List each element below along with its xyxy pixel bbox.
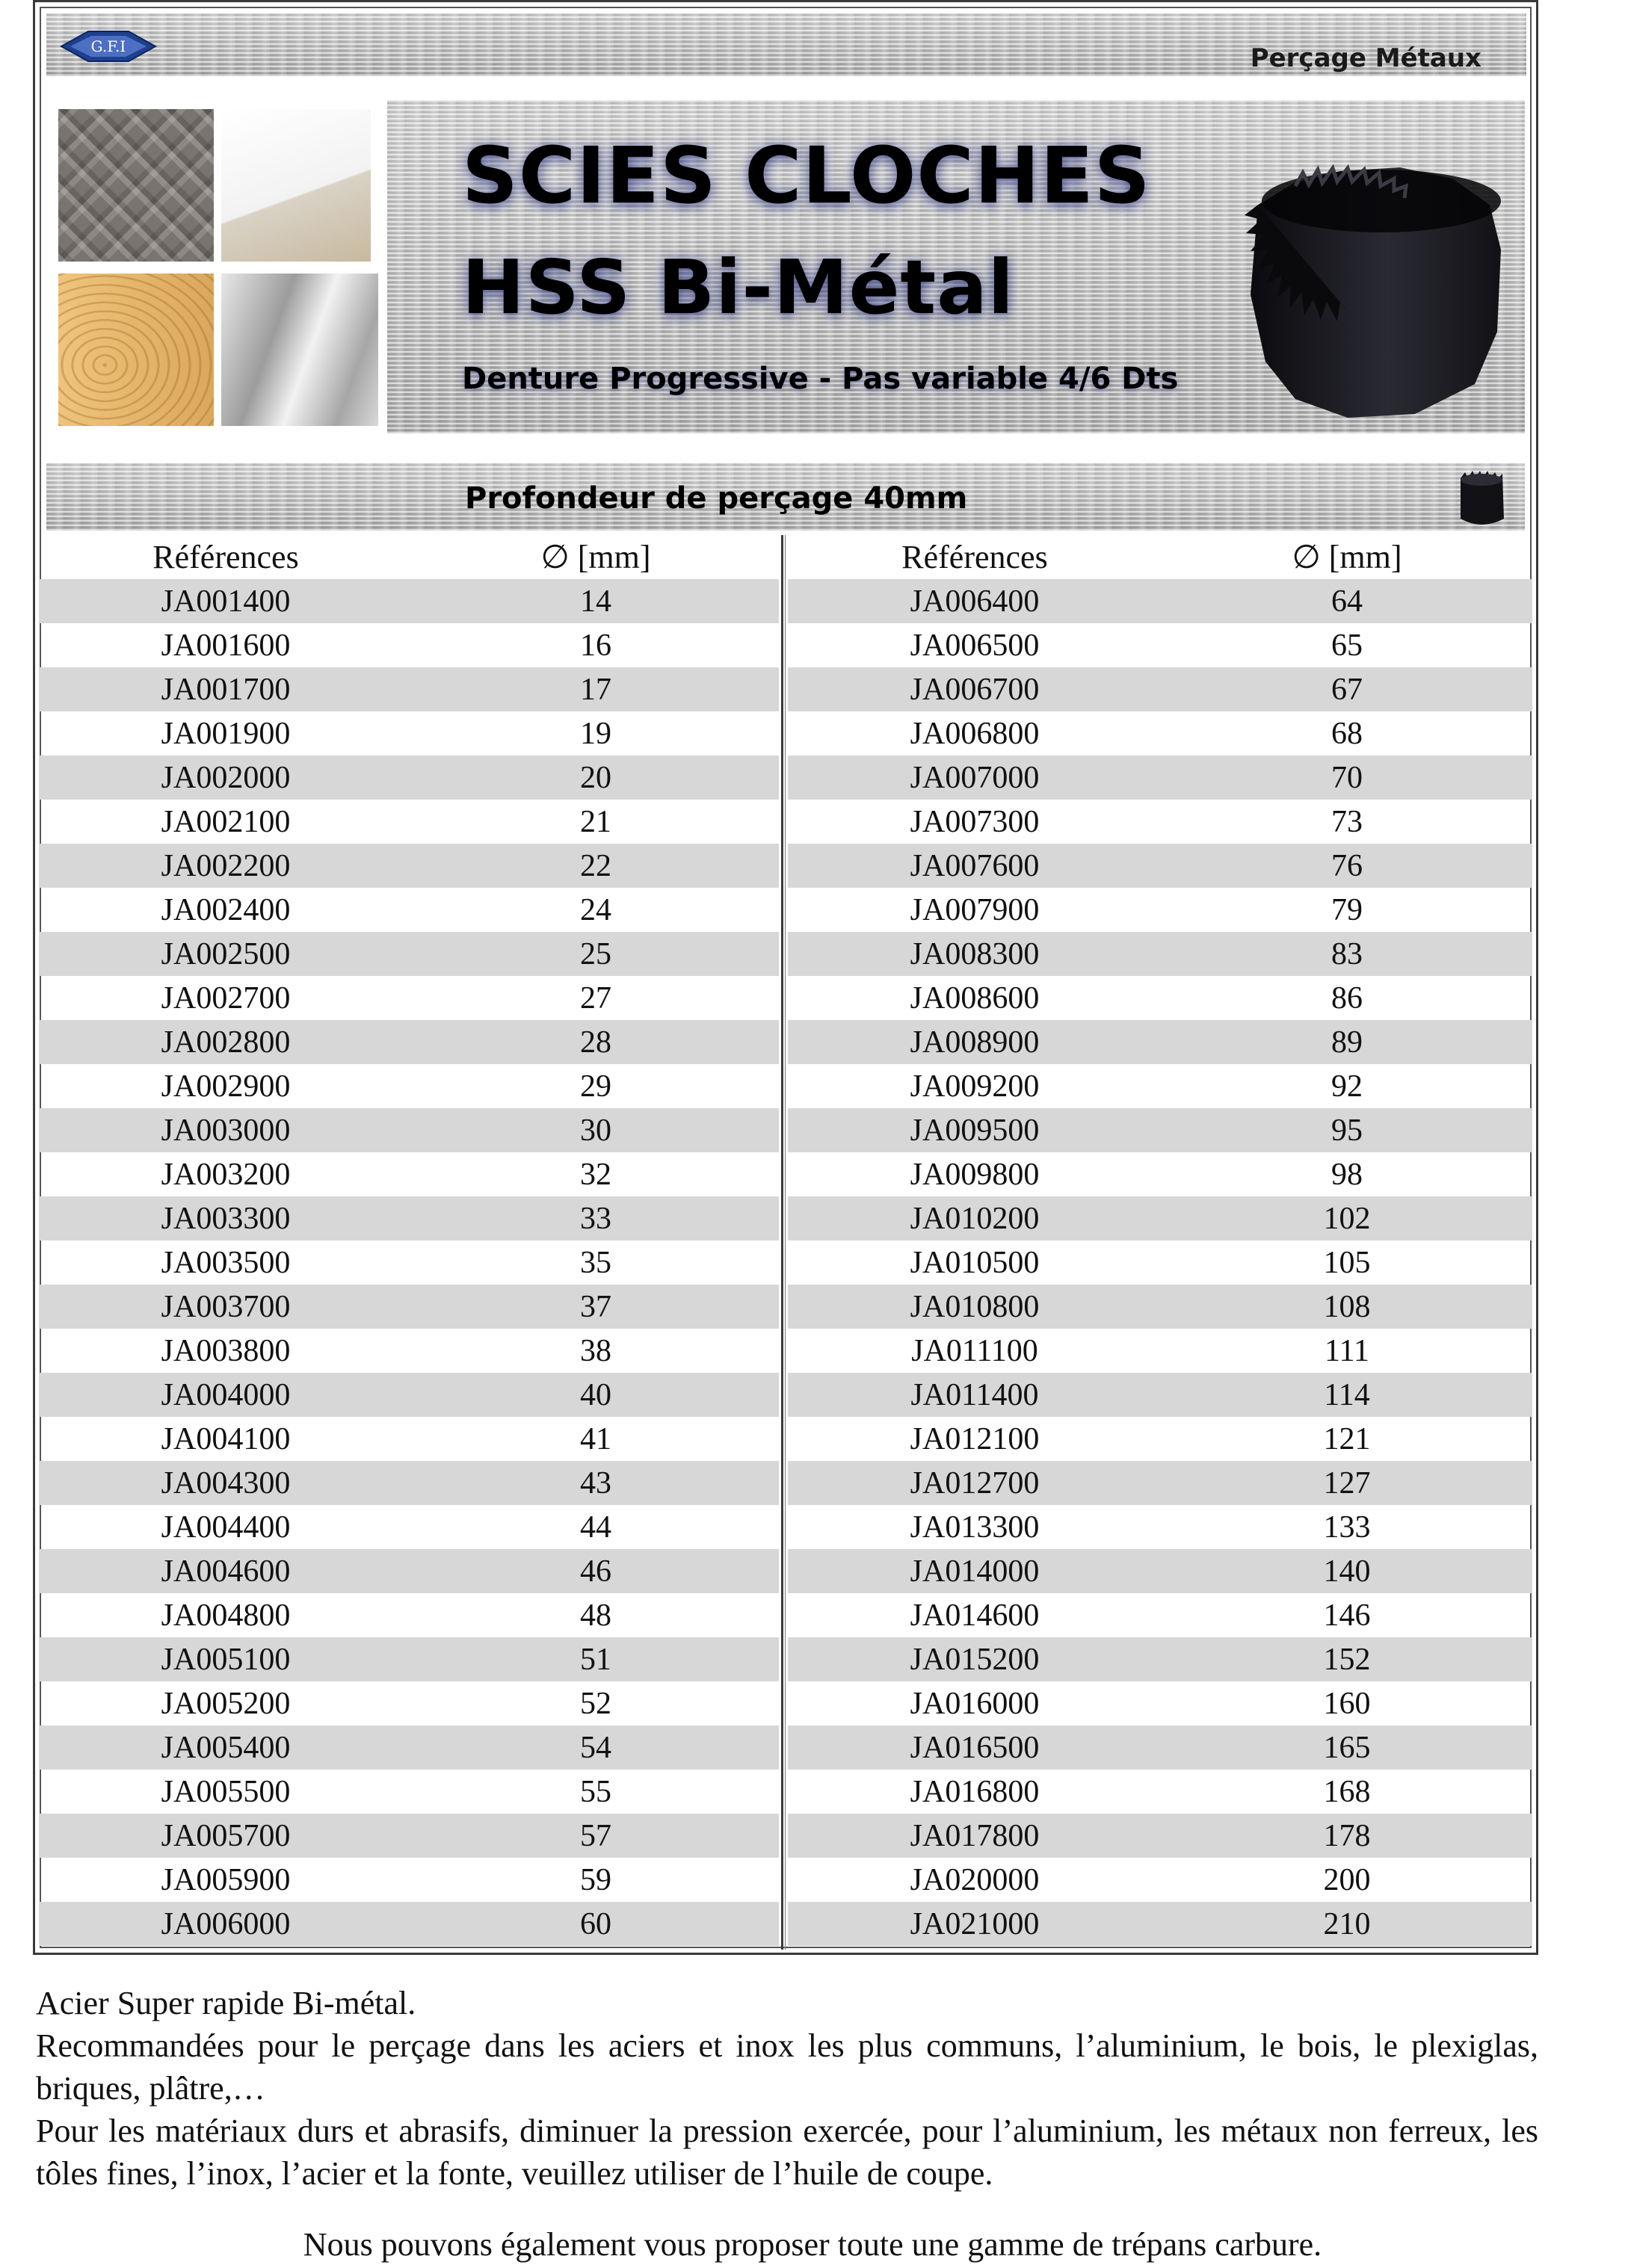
table-row (788, 976, 1532, 1020)
table-row (39, 1858, 779, 1902)
reference-cell: JA016500 (910, 1730, 1040, 1765)
table-row (788, 1196, 1532, 1240)
reference-cell: JA004000 (161, 1377, 291, 1412)
diameter-cell: 30 (580, 1113, 611, 1148)
diameter-cell: 60 (580, 1906, 611, 1941)
gfi-logo-icon (60, 28, 157, 64)
table-row (39, 976, 779, 1020)
table-row (788, 711, 1532, 756)
table-row (39, 667, 779, 711)
banner-subtitle: Denture Progressive - Pas variable 4/6 Dts (462, 362, 1179, 396)
diameter-cell: 79 (1331, 892, 1363, 927)
header-references: Références (901, 539, 1048, 575)
reference-cell: JA003800 (161, 1333, 291, 1368)
diameter-cell: 105 (1323, 1245, 1371, 1280)
reference-cell: JA009500 (910, 1113, 1040, 1148)
material-diamond-plate-image (58, 109, 214, 262)
diameter-cell: 108 (1323, 1289, 1371, 1324)
diameter-cell: 86 (1331, 980, 1363, 1016)
diameter-cell: 102 (1323, 1201, 1371, 1236)
reference-cell: JA003700 (161, 1289, 291, 1324)
diameter-cell: 54 (580, 1730, 611, 1765)
table-row (39, 844, 779, 888)
diameter-cell: 20 (580, 760, 611, 795)
reference-cell: JA010200 (910, 1201, 1040, 1236)
material-composite-panel-image (221, 109, 371, 262)
table-row (788, 1593, 1532, 1637)
diameter-cell: 76 (1331, 848, 1363, 883)
diameter-cell: 64 (1331, 584, 1363, 619)
reference-cell: JA006000 (161, 1906, 291, 1941)
reference-cell: JA010500 (910, 1245, 1040, 1280)
diameter-cell: 127 (1323, 1465, 1371, 1501)
diameter-cell: 52 (580, 1686, 611, 1721)
reference-cell: JA002800 (161, 1025, 291, 1060)
diameter-cell: 17 (580, 672, 611, 707)
table-row (39, 1814, 779, 1858)
diameter-cell: 27 (580, 980, 611, 1016)
diameter-cell: 152 (1323, 1642, 1371, 1677)
table-row (788, 1020, 1532, 1064)
header-references: Références (152, 539, 299, 575)
table-row (788, 1461, 1532, 1505)
table-row (39, 1152, 779, 1196)
table-row (39, 1681, 779, 1725)
table-row (39, 756, 779, 800)
diameter-cell: 25 (580, 936, 611, 971)
title-banner (387, 100, 1525, 433)
diameter-cell: 55 (580, 1774, 611, 1809)
reference-cell: JA016800 (910, 1774, 1040, 1809)
diameter-cell: 37 (580, 1289, 611, 1324)
table-row (788, 623, 1532, 667)
diameter-cell: 43 (580, 1465, 611, 1501)
drilling-depth-label: Profondeur de perçage 40mm (465, 481, 968, 516)
diameter-cell: 28 (580, 1025, 611, 1060)
table-row (39, 1417, 779, 1461)
diameter-cell: 95 (1331, 1113, 1363, 1148)
table-row (39, 1637, 779, 1681)
reference-cell: JA006500 (910, 628, 1040, 663)
table-row (39, 932, 779, 976)
reference-cell: JA001700 (161, 672, 291, 707)
diameter-cell: 67 (1331, 672, 1363, 707)
reference-cell: JA020000 (910, 1862, 1040, 1897)
table-row (788, 844, 1532, 888)
closing-note: Nous pouvons également vous proposer toute une gamme de trépans carbure. (303, 2226, 1322, 2263)
diameter-cell: 70 (1331, 760, 1363, 795)
diameter-cell: 73 (1331, 804, 1363, 839)
title-line-2: HSS Bi-Métal (462, 244, 1014, 331)
diameter-cell: 32 (580, 1157, 611, 1192)
table-row (39, 579, 779, 623)
reference-cell: JA008900 (910, 1025, 1040, 1060)
diameter-cell: 44 (580, 1510, 611, 1545)
reference-cell: JA007000 (910, 760, 1040, 795)
diameter-cell: 51 (580, 1642, 611, 1677)
table-row (788, 1152, 1532, 1196)
reference-cell: JA005700 (161, 1818, 291, 1853)
table-row (788, 1108, 1532, 1152)
column-divider-inner (785, 535, 786, 1950)
reference-cell: JA013300 (910, 1510, 1040, 1545)
column-divider (781, 535, 783, 1950)
diameter-cell: 46 (580, 1554, 611, 1589)
table-row (39, 711, 779, 756)
reference-cell: JA006700 (910, 672, 1040, 707)
reference-cell: JA003000 (161, 1113, 291, 1148)
table-row (788, 1064, 1532, 1108)
diameter-cell: 33 (580, 1201, 611, 1236)
reference-cell: JA002200 (161, 848, 291, 883)
diameter-cell: 19 (580, 716, 611, 751)
diameter-cell: 165 (1323, 1730, 1371, 1765)
category-label: Perçage Métaux (1250, 43, 1481, 73)
table-column-left (39, 535, 779, 1950)
table-row (39, 623, 779, 667)
reference-cell: JA001900 (161, 716, 291, 751)
table-row (788, 1240, 1532, 1285)
small-hole-saw-icon (1455, 466, 1508, 528)
reference-cell: JA006400 (910, 584, 1040, 619)
table-row (39, 1373, 779, 1417)
reference-cell: JA016000 (910, 1686, 1040, 1721)
reference-cell: JA005100 (161, 1642, 291, 1677)
table-row (788, 1505, 1532, 1549)
table-row (39, 1505, 779, 1549)
table-row (39, 1593, 779, 1637)
table-row (788, 1637, 1532, 1681)
reference-cell: JA011100 (911, 1333, 1038, 1368)
diameter-cell: 200 (1323, 1862, 1371, 1897)
diameter-cell: 40 (580, 1377, 611, 1412)
reference-cell: JA008600 (910, 980, 1040, 1016)
table-header (788, 535, 1532, 579)
reference-cell: JA009800 (910, 1157, 1040, 1192)
table-row (788, 1681, 1532, 1725)
diameter-cell: 59 (580, 1862, 611, 1897)
reference-cell: JA001400 (161, 584, 291, 619)
diameter-cell: 68 (1331, 716, 1363, 751)
reference-cell: JA017800 (910, 1818, 1040, 1853)
table-row (39, 1902, 779, 1946)
table-row (788, 888, 1532, 932)
reference-cell: JA007600 (910, 848, 1040, 883)
table-row (788, 1549, 1532, 1593)
reference-cell: JA002100 (161, 804, 291, 839)
reference-cell: JA014000 (910, 1554, 1040, 1589)
reference-cell: JA003500 (161, 1245, 291, 1280)
top-bar (46, 13, 1526, 76)
table-row (788, 579, 1532, 623)
reference-cell: JA005200 (161, 1686, 291, 1721)
diameter-cell: 21 (580, 804, 611, 839)
table-row (39, 1329, 779, 1373)
reference-cell: JA002400 (161, 892, 291, 927)
reference-cell: JA005900 (161, 1862, 291, 1897)
table-row (788, 932, 1532, 976)
reference-cell: JA008300 (910, 936, 1040, 971)
reference-cell: JA001600 (161, 628, 291, 663)
reference-cell: JA004300 (161, 1465, 291, 1501)
reference-cell: JA021000 (910, 1906, 1040, 1941)
reference-cell: JA005500 (161, 1774, 291, 1809)
diameter-cell: 178 (1323, 1818, 1371, 1853)
diameter-cell: 121 (1323, 1421, 1371, 1456)
diameter-cell: 16 (580, 628, 611, 663)
reference-cell: JA003300 (161, 1201, 291, 1236)
diameter-cell: 111 (1325, 1333, 1369, 1368)
diameter-cell: 24 (580, 892, 611, 927)
table-row (788, 1373, 1532, 1417)
diameter-cell: 92 (1331, 1069, 1363, 1104)
diameter-cell: 22 (580, 848, 611, 883)
table-row (39, 1285, 779, 1329)
diameter-cell: 14 (580, 584, 611, 619)
material-wood-image (58, 274, 214, 426)
table-row (788, 1725, 1532, 1770)
diameter-cell: 168 (1323, 1774, 1371, 1809)
product-description (36, 1982, 1538, 2195)
diameter-cell: 48 (580, 1598, 611, 1633)
reference-cell: JA015200 (910, 1642, 1040, 1677)
reference-cell: JA011400 (910, 1377, 1039, 1412)
description-line: Acier Super rapide Bi-métal. (36, 1985, 416, 2021)
description-line: Recommandées pour le perçage dans les aciers et inox les plus communs, l’aluminium, le bois, le plexiglas, briques, plâtre,… (36, 2027, 1538, 2107)
diameter-cell: 146 (1323, 1598, 1371, 1633)
depth-bar (46, 463, 1525, 531)
table-header (39, 535, 779, 579)
header-diameter: ∅ [mm] (540, 539, 651, 575)
reference-cell: JA002000 (161, 760, 291, 795)
diameter-cell: 29 (580, 1069, 611, 1104)
diameter-cell: 41 (580, 1421, 611, 1456)
table-row (39, 1549, 779, 1593)
table-row (39, 1770, 779, 1814)
table-row (788, 1417, 1532, 1461)
reference-cell: JA003200 (161, 1157, 291, 1192)
table-row (788, 1902, 1532, 1946)
reference-cell: JA010800 (910, 1289, 1040, 1324)
table-row (788, 1285, 1532, 1329)
reference-cell: JA002500 (161, 936, 291, 971)
table-row (39, 1064, 779, 1108)
diameter-cell: 89 (1331, 1025, 1363, 1060)
table-row (788, 800, 1532, 844)
reference-cell: JA002900 (161, 1069, 291, 1104)
reference-cell: JA002700 (161, 980, 291, 1016)
reference-cell: JA007900 (910, 892, 1040, 927)
table-row (39, 888, 779, 932)
reference-cell: JA005400 (161, 1730, 291, 1765)
table-row (39, 1240, 779, 1285)
reference-cell: JA004400 (161, 1510, 291, 1545)
diameter-cell: 98 (1331, 1157, 1363, 1192)
title-line-1: SCIES CLOCHES (462, 130, 1151, 221)
table-row (39, 1725, 779, 1770)
reference-table (39, 535, 1532, 1950)
reference-cell: JA004100 (161, 1421, 291, 1456)
table-row (788, 667, 1532, 711)
table-column-right (788, 535, 1532, 1950)
table-row (39, 1020, 779, 1064)
diameter-cell: 140 (1323, 1554, 1371, 1589)
svg-text:G.F.I: G.F.I (90, 37, 126, 55)
reference-cell: JA012700 (910, 1465, 1040, 1501)
table-row (39, 1108, 779, 1152)
diameter-cell: 57 (580, 1818, 611, 1853)
table-row (788, 756, 1532, 800)
table-row (39, 800, 779, 844)
diameter-cell: 83 (1331, 936, 1363, 971)
table-row (788, 1858, 1532, 1902)
reference-cell: JA007300 (910, 804, 1040, 839)
reference-cell: JA006800 (910, 716, 1040, 751)
reference-cell: JA004800 (161, 1598, 291, 1633)
diameter-cell: 35 (580, 1245, 611, 1280)
table-row (39, 1461, 779, 1505)
diameter-cell: 210 (1323, 1906, 1371, 1941)
diameter-cell: 133 (1323, 1510, 1371, 1545)
hole-saw-icon (1206, 137, 1520, 429)
table-row (788, 1329, 1532, 1373)
diameter-cell: 114 (1324, 1377, 1370, 1412)
reference-cell: JA009200 (910, 1069, 1040, 1104)
table-row (788, 1770, 1532, 1814)
diameter-cell: 38 (580, 1333, 611, 1368)
description-line: Pour les matériaux durs et abrasifs, diminuer la pression exercée, pour l’aluminium, les métaux non ferreux, les tôles fines, l’inox, l’acier et la fonte, veuillez utiliser de l’huile de coupe. (36, 2113, 1538, 2192)
material-brushed-steel-image (221, 274, 378, 426)
table-row (39, 1196, 779, 1240)
reference-cell: JA004600 (161, 1554, 291, 1589)
header-diameter: ∅ [mm] (1292, 539, 1402, 575)
reference-cell: JA012100 (910, 1421, 1040, 1456)
table-row (788, 1814, 1532, 1858)
diameter-cell: 65 (1331, 628, 1363, 663)
diameter-cell: 160 (1323, 1686, 1371, 1721)
reference-cell: JA014600 (910, 1598, 1040, 1633)
